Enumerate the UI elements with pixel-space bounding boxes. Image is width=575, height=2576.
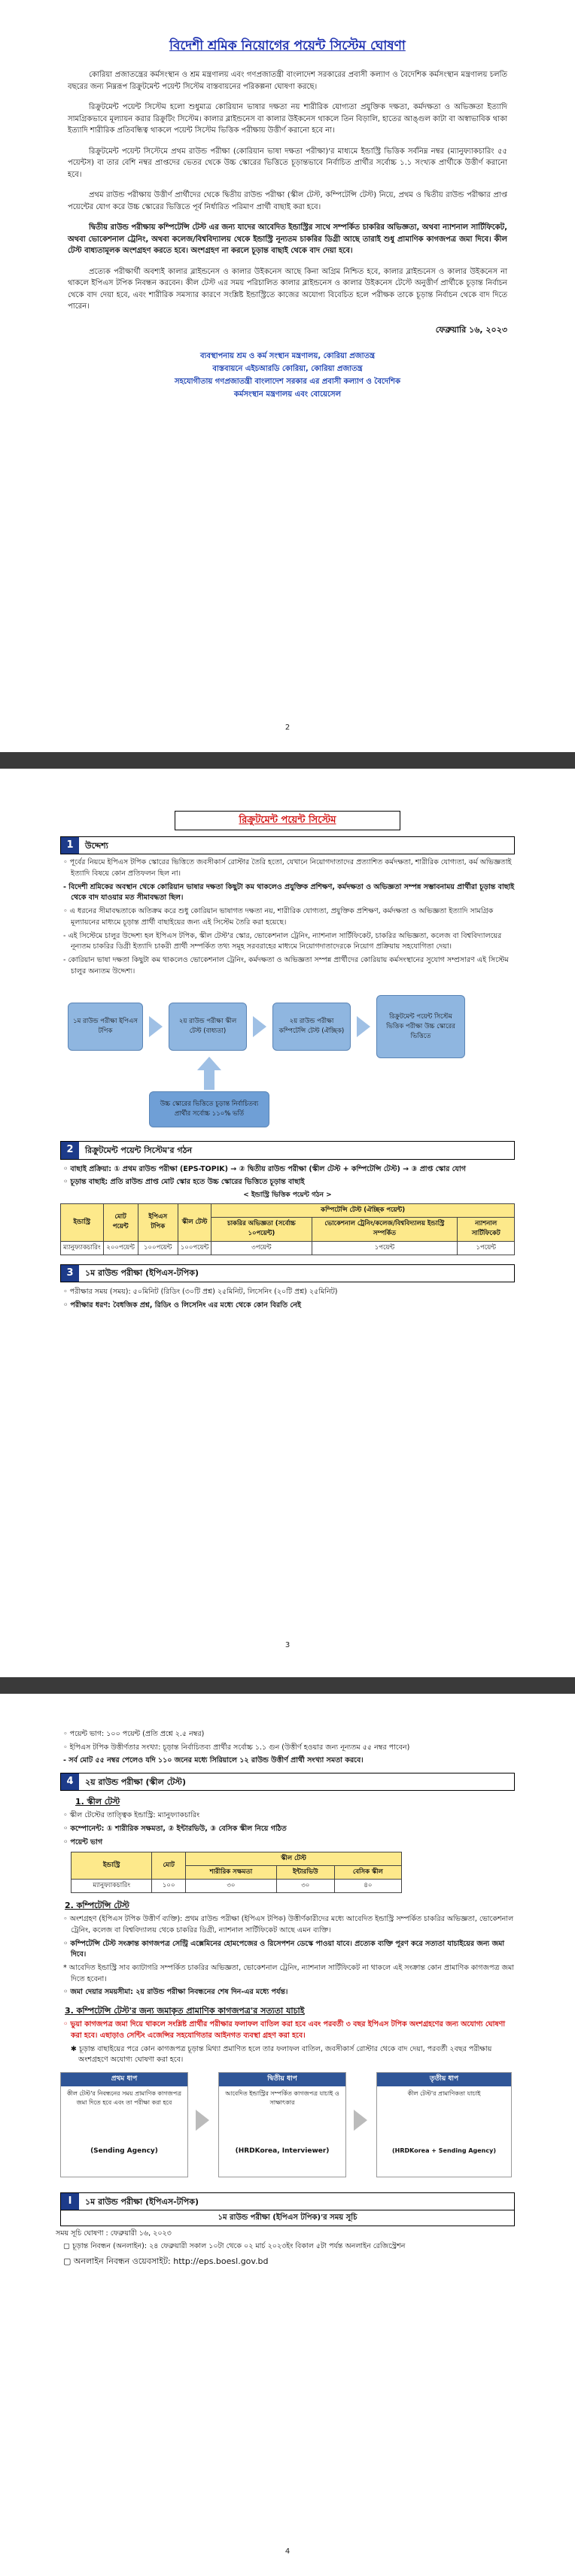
point-distribution-line: ◦ পয়েন্ট ভাগ: ১০০ পয়েন্ট (প্রতি প্রশ্নে ২.৫ নম্বর)	[63, 1730, 205, 1738]
intro-paragraph: কোরিয়া প্রজাতন্ত্রের কর্মসংস্থান ও শ্রম মন্ত্রণালয় এবং গণপ্রজাতন্ত্রী বাংলাদেশ সরকারের প্রবাসী কল্যাণ ও বৈদেশিক কর্মসংস্থান মন্ত্রণালয় চলতি বছরের জন্য নিম্নরূপ রিক্রুটমেন্ট পয়েন্ট সিস্টেম বাস্তবায়নের পরিকল্পনা ঘোষণা করছে।	[68, 71, 507, 91]
table-cell: ১০০পয়েন্ট	[178, 1241, 211, 1255]
point-structure-table	[60, 1203, 515, 1255]
stage-foot: (HRDKorea, Interviewer)	[235, 2147, 330, 2155]
table-row	[61, 1241, 515, 1255]
table-header-cell: ইন্ডাস্ট্রি	[71, 1852, 152, 1879]
skill-component-line: ◦ কম্পোনেন্ট: ① শারীরিক সক্ষমতা, ② ইন্টারভিউ, ③ বেসিক স্কীল নিয়ে গঠিত	[63, 1825, 287, 1834]
table-header-cell: বেসিক স্কীল	[334, 1865, 401, 1879]
issuer-line: বাস্তবায়নে এইচআরডি কোরিয়া, কোরিয়া প্রজাতন্ত্র	[212, 364, 363, 373]
list-item: - বিদেশী শ্রমিকের অবস্থান থেকে কোরিয়ান ভাষার দক্ষতা কিছুটা কম থাকলেও প্রযুক্তিক প্রশিক্ষণ, কর্মদক্ষতা ও অভিজ্ঞতা সম্পন্ন সম্ভাবনাময় প্রার্থীরা চূড়ান্ত বাছাই থেকে বাদ যাওয়ার মত সীমাবদ্ধতা ছিল।	[63, 882, 515, 903]
flow-step-skill-test: ২য় রাউন্ড পরীক্ষা স্কীল টেস্ট (বাধ্যতা)	[169, 1003, 247, 1051]
section-number: 1	[61, 837, 79, 854]
table-cell: ২০০পয়েন্ট	[103, 1241, 138, 1255]
definition-paragraph: রিক্রুটমেন্ট পয়েন্ট সিস্টেম হলো শুধুমাত্র কোরিয়ান ভাষার দক্ষতা নয় শারীরিক যোগ্যতা প্রযুক্তিক দক্ষতা, কর্মদক্ষতা ও অভিজ্ঞতা ইত্যাদি সামগ্রিকভাবে মূল্যায়ন করার রিক্রুটিং সিস্টেম। কালার ব্লাইন্ডনেস বা কালার উইকনেস থাকলে তিন বিড়ালি, হাতের আঙ্গুল কাটা বা অস্বাভাবিক থাকা ইত্যাদি শারীরিক প্রতিবন্ধিত্ব থাকলে পয়েন্ট সিস্টেম ভিত্তিক পরীক্ষায় উত্তীর্ণ করানো হবে না।	[68, 103, 507, 135]
pass-note-line: - সর্ব মোট ৫৫ নম্বর পেলেও যদি ১১০ জনের মধ্যে সিরিয়ালে ১২ রাউন্ড উত্তীর্ণ প্রার্থী সংখ্যা সমতা করবে।	[63, 1756, 364, 1765]
page-separator	[0, 752, 575, 769]
flow-up-arrow-icon	[194, 1057, 224, 1090]
page-separator	[0, 1677, 575, 1694]
competency-documents-line: ◦ কম্পিটেন্সি টেস্ট সংক্রান্ত কাগজপত্র সেন্ট্রি এক্সেমিনের হোমপেজের ও রিসেপশন ডেস্কে পাওয়া যাবে। প্রত্যেক ব্যক্তি পূরণ করে সত্যতা যাচাইয়ের জন্য জমা দিবে।	[63, 1939, 505, 1959]
list-item: - এই সিস্টেমে চালুর উদ্দেশ্য হল ইপিএস টপিক, স্কীল টেস্ট'র স্কোর, ভোকেশনাল ট্রেনিং, ন্যাশনাল সার্টিফিকেট, চাকরির অভিজ্ঞতা, কলেজ বা বিশ্ববিদ্যালয়ের নূন্যতম চাকরির ডিগ্রী ইত্যাদি চাকরী প্রার্থী সম্পর্কিত তথ্য সমূহ সরবরাহের মাধ্যমে নিয়োগদাতাদেরকে নিয়োগ প্রক্রিয়ায় সহযোগিতা দেয়া।	[63, 931, 502, 951]
section-number: 4	[61, 1773, 79, 1790]
page-number: 4	[284, 2547, 291, 2556]
announcement-date: ফেব্রুয়ারি ১৬, ২০২৩	[435, 324, 507, 335]
first-round-paragraph: রিক্রুটমেন্ট পয়েন্ট সিস্টেমে প্রথম রাউন্ড পরীক্ষা (কোরিয়ান ভাষা দক্ষতা পরীক্ষা)'র মাধ্যমে ইন্ডাস্ট্রি ভিত্তিক সর্বনিম্ন নম্বর (ম্যানুফ্যাকচারিং ৫৫ পয়েন্টস) বা তার বেশি নম্বর প্রাপ্তদের ভেতর থেকে উচ্চ স্কোরের ভিত্তিতে চূড়ান্তভাবে নির্বাচিত প্রার্থীর সর্বোচ্চ ১.১ সংখ্যক প্রার্থীকে উত্তীর্ণ করানো হবে।	[68, 147, 507, 179]
skill-points-label: ◦ পয়েন্ট ভাগ	[63, 1837, 103, 1846]
stage-head: প্রথম ধাপ	[61, 2073, 187, 2086]
table-cell: ম্যানুফ্যাকচারিং	[61, 1241, 104, 1255]
table-header-cell: কম্পিটেন্সি টেস্ট (ঐচ্ছিক পয়েন্ট)	[211, 1203, 515, 1217]
section-header-second-round	[60, 1773, 515, 1791]
section-header-purpose	[60, 836, 515, 854]
table-cell: ম্যানুফ্যাকচারিং	[71, 1879, 152, 1892]
schedule-title: ১ম রাউন্ড পরীক্ষা (ইপিএস টপিক)'র সময় সূচি	[60, 2210, 515, 2226]
stage-card	[60, 2072, 188, 2177]
section-header-schedule	[60, 2192, 515, 2210]
document-page-2	[0, 0, 575, 748]
stage-body: কীল টেস্ট'র প্রামাণিকতা যাচাই	[407, 2089, 481, 2097]
stage-foot: (Sending Agency)	[90, 2147, 158, 2155]
stage-card	[376, 2072, 512, 2177]
table-cell: ১০০পয়েন্ট	[138, 1241, 178, 1255]
flow-arrow-icon	[357, 1016, 370, 1037]
list-item: ◦ পূর্বের নিয়মে ইপিএস টপিক স্কোরের ভিত্তিতে জবসীকার্স রোস্টার তৈরি হতো, যেখানে নিয়োগদাতাদের প্রত্যাশিত কর্মদক্ষতা, শারীরিক যোগ্যতা, কর্ম অভিজ্ঞতাই ইত্যাদি বিষয়ে কোন প্রতিফলন ছিল না।	[63, 858, 512, 878]
page-title: বিদেশী শ্রমিক নিয়োগের পয়েন্ট সিস্টেম ঘোষণা	[169, 38, 406, 53]
pass-count-line: ◦ ইপিএস টপিক উত্তীর্ণতার সংখ্যা: চূড়ান্ত নির্বাচিতব্য প্রার্থীর সর্বোচ্চ ১.১ গুন (উত্তীর্ণ হওয়ার জন্য নূন্যতম ৫৫ নম্বর পাবেন)	[63, 1743, 410, 1752]
issuer-line: কর্মসংস্থান মন্ত্রণালয় এবং বোয়েসেল	[233, 390, 342, 399]
table-header-cell: শারীরিক সক্ষমতা	[186, 1865, 277, 1879]
section-number: 2	[61, 1142, 79, 1158]
table-header-cell: ইন্টারভিউ	[276, 1865, 334, 1879]
competency-exception-line: * আবেদিত ইন্ডাস্ট্রি সাব ক্যাটাগরি সম্পর্কিত চাকরির অভিজ্ঞতা, ভোকেশনাল ট্রেনিং, ন্যাশনাল সার্টিফিকেট না থাকলে এই সংক্রান্ত কোন প্রামাণিক কাগজপত্র জমা দিতে হবেনা।	[63, 1963, 514, 1983]
schedule-line: ▢ চূড়ান্ত নিবন্ধন (অনলাইন): ২৪ ফেব্রুয়ারী সকাল ১০টা থেকে ০২ মার্চ ২০২৩ইং বিকাল ৫টা পর্যন্ত অনলাইন রেজিস্ট্রেশন	[63, 2242, 406, 2251]
document-page-3	[0, 775, 575, 1673]
table-header-row	[71, 1852, 402, 1865]
table-header-cell: ইপিএস টপিক	[138, 1203, 178, 1241]
table-cell: ৩০	[276, 1879, 334, 1892]
issuer-line: সহযোগীতায় গণপ্রজাতন্ত্রী বাংলাদেশ সরকার এর প্রবাসী কল্যাণ ও বৈদেশিক	[175, 377, 400, 386]
table-header-cell: মোট পয়েন্ট	[103, 1203, 138, 1241]
issuer-line: ব্যবস্থাপনায় শ্রম ও কর্ম সংস্থান মন্ত্রণালয়, কোরিয়া প্রজাতন্ত্র	[199, 351, 376, 360]
color-blindness-paragraph: প্রত্যেক পরীক্ষার্থী অবশ্যই কালার ব্লাইন্ডনেস ও কালার উইকনেস আছে কিনা অগ্রিম নিশ্চিত হবে, কালার ব্লাইন্ডনেস ও কালার উইকনেস না থাকলে ইপিএস টপিক নিবন্ধন করবেন। কীল টেস্ট এর সময় পরিচালিত কালার ব্লাইন্ডনেস ও কালার উইকনেস টেস্টে অনুত্তীর্ণ প্রার্থীকে চূড়ান্ত নির্বাচন থেকে বাদ দেয়া হবে, এবং শারীরিক সমস্যার কারণে সংশ্লিষ্ট ইন্ডাস্ট্রিতে কাজের অযোগ্য বিবেচিত হলে পরীক্ষক তাকে চূড়ান্ত নির্বাচন থেকে বাদ দিতে পারেন।	[68, 267, 507, 311]
section-label: ১ম রাউন্ড পরীক্ষা (ইপিএস-টপিক)	[85, 1268, 199, 1279]
verification-stages	[60, 2072, 515, 2185]
subsection-title: 1. স্কীল টেস্ট	[75, 1797, 120, 1807]
table-header-cell: ন্যাশনাল সার্টিফিকেট	[458, 1218, 515, 1241]
table-header-cell: স্কীল টেস্ট	[178, 1203, 211, 1241]
flow-arrow-icon	[149, 1016, 163, 1037]
purpose-list	[60, 857, 515, 977]
flow-arrow-icon	[253, 1016, 266, 1037]
competency-eligibility-line: ◦ অংশগ্রহণ (ইপিএস টপিক উত্তীর্ণ ব্যক্তি): প্রথম রাউন্ড পরীক্ষা (ইপিএস টপিক) উত্তীর্ণকারীদের মধ্যে আবেদিত ইন্ডাস্ট্রি সম্পর্কিত চাকরির অভিজ্ঞতা, ভোকেশনাল ট্রেনিং, কলেজ বা বিশ্ববিদ্যালয় থেকে চাকরির ডিগ্রী, ন্যাশনাল সার্টিফিকেট আছে এমন ব্যক্তি।	[63, 1915, 514, 1934]
subsection-title: 2. কম্পিটেন্সি টেস্ট	[65, 1901, 129, 1911]
schedule-line: ▢ অনলাইন নিবন্ধন ওয়েবসাইট: http://eps.boesl.gov.bd	[63, 2256, 269, 2267]
section-header-structure	[60, 1141, 515, 1159]
section-label: ১ম রাউন্ড পরীক্ষা (ইপিএস-টপিক)	[85, 2196, 199, 2207]
section-header-first-round	[60, 1264, 515, 1282]
section-label: ২য় রাউন্ড পরীক্ষা (স্কীল টেস্ট)	[85, 1776, 187, 1787]
table-row	[71, 1879, 402, 1892]
list-item: ◦ এ ধরনের সীমাবদ্ধতাকে অতিক্রম করে শুধু কোরিয়ান ভাষাগত দক্ষতা নয়, শারীরিক যোগ্যতা, প্রযুক্তিক প্রশিক্ষণ, কর্মদক্ষতা ও অভিজ্ঞতা ইত্যাদি সামগ্রিক মূল্যায়নের মাধ্যমে চূড়ান্ত প্রার্থী বাছাইয়ের জন্য এই সিস্টেম তৈরি করা হয়েছে।	[63, 907, 494, 927]
page-title: রিক্রুটমেন্ট পয়েন্ট সিস্টেম	[175, 811, 400, 830]
exam-duration-line: ◦ পরীক্ষার সময় (সময়): ৫০মিনিট (রিডিং (৩০টি প্রশ্ন) ২৫মিনিট, লিসেনিং (২০টি প্রশ্ন) ২৫মিনিট)	[63, 1287, 338, 1296]
section-number: 3	[61, 1265, 79, 1282]
skill-test-table	[71, 1852, 402, 1894]
table-header-cell: ভোকেশনাল ট্রেনিং/কলেজ/বিশ্ববিদ্যালয় ইন্ডাস্ট্রি সম্পর্কিত	[312, 1218, 458, 1241]
table-header-cell: স্কীল টেস্ট	[186, 1852, 402, 1865]
stage-card	[218, 2072, 346, 2177]
table-cell: ১পয়েন্ট	[312, 1241, 458, 1255]
stage-head: দ্বিতীয় ধাপ	[219, 2073, 345, 2086]
table-caption: < ইন্ডাস্ট্রি ভিত্তিক পয়েন্ট গঠন >	[243, 1191, 332, 1200]
table-header-row	[61, 1203, 515, 1217]
stage-arrow-icon	[354, 2110, 367, 2131]
fraud-note: ✱ চূড়ান্ত বাছাইয়ের পরে কোন কাগজপত্র চূড়ান্ত মিথ্যা প্রমাণিত হলে তার ফলাফল বাতিল, জবসীকার্স রোস্টার থেকে বাদ দেয়া, পরবর্তী ২বছর পরীক্ষায় অংশগ্রহণে অযোগ্য ঘোষণা করা হবে।	[71, 2044, 492, 2065]
flow-step-point-system: রিক্রুটমেন্ট পয়েন্ট সিস্টেম ভিত্তিক পরীক্ষা উচ্চ স্কোরের ভিত্তিতে	[376, 995, 465, 1058]
table-cell: ৩০	[186, 1879, 277, 1892]
stage-arrow-icon	[196, 2110, 209, 2131]
selection-process-line: ◦ বাছাই প্রক্রিয়া: ① প্রথম রাউন্ড পরীক্ষা (EPS-TOPIK) → ② দ্বিতীয় রাউন্ড পরীক্ষা (স্কীল টেস্ট + কম্পিটেন্সি টেস্ট) → ③ প্রাপ্ত স্কোর যোগ	[63, 1164, 466, 1173]
table-header-cell: মোট	[152, 1852, 186, 1879]
table-cell: ১০০	[152, 1879, 186, 1892]
table-cell: ৩পয়েন্ট	[211, 1241, 312, 1255]
section-label: উদ্দেশ্য	[85, 840, 108, 851]
competency-deadline-line: ◦ জমা দেয়ার সময়সীমা: ২য় রাউন্ড পরীক্ষা নিবন্ধনের শেষ দিন-এর মধ্যে পর্যন্ত।	[63, 1988, 288, 1997]
stage-body: আবেদিত ইন্ডাস্ট্রির সম্পর্কিত কাগজপত্র যাচাই ও সাক্ষাৎকার	[225, 2089, 339, 2107]
recruitment-flow-diagram	[60, 985, 515, 1135]
table-header-cell: চাকরির অভিজ্ঞতা (সর্বোচ্চ ১০পয়েন্ট)	[211, 1218, 312, 1241]
competency-paragraph: দ্বিতীয় রাউন্ড পরীক্ষায় কম্পিটেন্সি টেস্ট এর জন্য যাদের আবেদিত ইন্ডাস্ট্রির সাথে সম্পর্কিত চাকরির অভিজ্ঞতা, অথবা ন্যাশনাল সার্টিফিকেট, অথবা ভোকেশনাল ট্রেনিং, অথবা কলেজ/বিশ্ববিদ্যালয় থেকে ইন্ডাস্ট্রি নূন্যতম চাকরির ডিগ্রী আছে তারাই শুধু প্রামাণিক কাগজপত্র জমা দিবে। কীল টেস্ট বাধ্যতামূলক অংশগ্রহণ করতে হবে। অংশগ্রহণ না করলে চূড়ান্ত বাছাই থেকে বাদ দেয়া হবে।	[68, 223, 507, 256]
section-label: রিক্রুটমেন্ট পয়েন্ট সিস্টেম'র গঠন	[85, 1145, 193, 1156]
table-cell: ১পয়েন্ট	[458, 1241, 515, 1255]
schedule-line: সময় সূচি ঘোষণা : ফেব্রুয়ারী ১৬, ২০২৩	[56, 2229, 172, 2238]
issuer-block	[68, 350, 507, 401]
section-number: I	[61, 2193, 79, 2210]
list-item: - কোরিয়ান ভাষা দক্ষতা কিছুটা কম থাকলেও ভোকেশনাল ট্রেনিং, কর্মদক্ষতা ও অভিজ্ঞতা সম্পন্ন প্রার্থীদের কোরিয়ায় কর্মসংস্থানের সুযোগ সম্প্রসারণ এই সিস্টেম চালুর অন্যতম উদ্দেশ্য।	[63, 956, 509, 975]
flow-step-topik: ১ম রাউন্ড পরীক্ষা ইপিএস টপিক	[68, 1003, 143, 1051]
table-header-cell: ইন্ডাস্ট্রি	[61, 1203, 104, 1241]
exam-format-line: ◦ পরীক্ষার ধরণ: বৈধজিক প্রশ্ন, রিডিং ও লিসেনিং এর মধ্যে থেকে কোন বিরতি নেই	[63, 1300, 301, 1309]
flow-note-box: উচ্চ স্কোরের ভিত্তিতে চূড়ান্ত নির্বাচিতব্য প্রার্থীর সর্বোচ্চ ১১০% ভর্তি	[149, 1091, 269, 1127]
final-selection-line: ◦ চূড়ান্ত বাছাই: প্রতি রাউন্ড প্রাপ্ত মোট স্কোর হতে উচ্চ স্কোরের ভিত্তিতে চূড়ান্ত বাছাই	[63, 1178, 305, 1187]
document-page-4	[0, 1700, 575, 2576]
flow-step-competency-test: ২য় রাউন্ড পরীক্ষা কম্পিটেন্সি টেস্ট (ঐচ্ছিক)	[272, 1003, 351, 1051]
subsection-title: 3. কম্পিটেন্সি টেস্ট'র জন্য জমাকৃত প্রামাণিক কাগজপত্র'র সত্যতা যাচাই	[65, 2006, 305, 2016]
stage-foot: (HRDKorea + Sending Agency)	[392, 2147, 496, 2154]
fraud-warning: ◦ ভুয়া কাগজপত্র জমা দিয়ে থাকলে সংশ্লিষ্ট প্রার্থীর পরীক্ষার ফলাফল বাতিল করা হবে এবং পরবর্তী ৩ বছর ইপিএস টপিক অংশগ্রহণের জন্য অযোগ্য ঘোষণা করা হবে। এছাড়াও সেন্টিং এজেন্সির সহযোগিতার আইনগত ব্যবস্থা গ্রহণ করা হবে।	[63, 2020, 506, 2040]
skill-industry-line: ◦ স্কীল টেস্টের তাত্ত্বিক ইন্ডাস্ট্রি: ম্যানুফ্যাকচারিং	[63, 1811, 200, 1820]
page-number: 2	[284, 724, 291, 732]
stage-head: তৃতীয় ধাপ	[377, 2073, 511, 2086]
second-round-paragraph: প্রথম রাউন্ড পরীক্ষায় উত্তীর্ণ প্রার্থীদের থেকে দ্বিতীয় রাউন্ড পরীক্ষা (স্কীল টেস্ট, কম্পিটেন্সি টেস্ট) নিয়ে, প্রথম ও দ্বিতীয় রাউন্ড পরীক্ষার প্রাপ্ত পয়েন্টের যোগ করে উচ্চ স্কোরের ভিত্তিতে পূর্ব নির্ধারিত পরিমাণ প্রার্থী বাছাই করা হবে।	[68, 191, 507, 211]
stage-body: কীল টেস্ট'র নিবন্ধনের সময় প্রামাণিক কাগজপত্র জমা দিতে হবে এবং তা পরীক্ষা করা হবে	[66, 2089, 182, 2107]
page-number: 3	[284, 1641, 291, 1649]
table-cell: ৪০	[334, 1879, 401, 1892]
